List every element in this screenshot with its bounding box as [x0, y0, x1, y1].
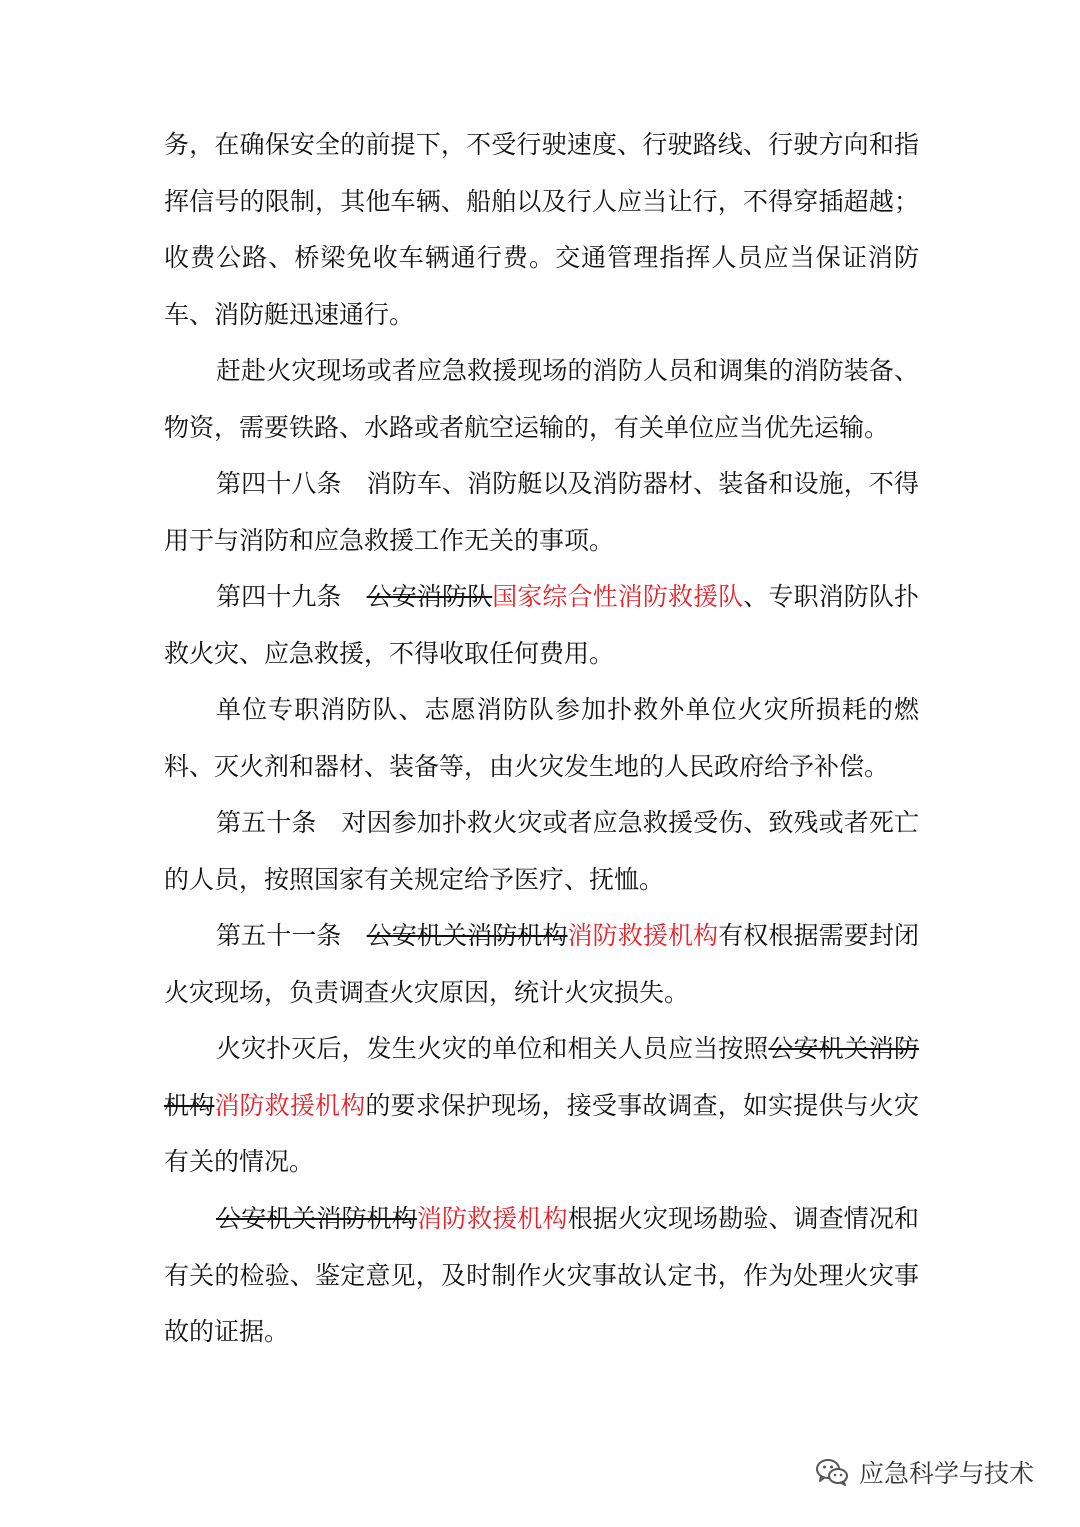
account-name: 应急科学与技术 [859, 1459, 1035, 1488]
run-text: 火灾扑灭后，发生火灾的单位和相关人员应当按照 [216, 1034, 769, 1063]
watermark [815, 1450, 1034, 1494]
deleted-text: 公安机关消防机构 [164, 1034, 919, 1120]
run-text: 、专职消防队扑救火灾、应急救援，不得收取任何费用。 [164, 582, 919, 668]
paragraph-9 [164, 1191, 919, 1361]
paragraph-article-51 [164, 908, 919, 1021]
paragraph-article-50 [164, 795, 919, 908]
run-text: 务，在确保安全的前提下，不受行驶速度、行驶路线、行驶方向和指挥信号的限制，其他车辆、船舶以及行人应当让行，不得穿插超越；收费公路、桥梁免收车辆通行费。交通管理指挥人员应当保证消防车、消防艇迅速通行。 [164, 130, 919, 329]
run-text: 第五十条 对因参加扑救火灾或者应急救援受伤、致残或者死亡的人员，按照国家有关规定给予医疗、抚恤。 [164, 808, 919, 894]
paragraph-article-48 [164, 456, 919, 569]
paragraph-8 [164, 1021, 919, 1191]
inserted-text: 消防救援机构 [214, 1090, 366, 1120]
run-text: 第四十八条 消防车、消防艇以及消防器材、装备和设施，不得用于与消防和应急救援工作无关的事项。 [164, 469, 919, 555]
paragraph-1 [164, 117, 919, 343]
deleted-text: 公安消防队 [366, 582, 493, 611]
paragraph-article-49 [164, 569, 919, 682]
run-text: 第五十一条 [216, 921, 367, 950]
run-text: 有权根据需要封闭火灾现场，负责调查火灾原因，统计火灾损失。 [164, 921, 919, 1007]
inserted-text: 消防救援机构 [416, 1204, 568, 1233]
run-text: 根据火灾现场勘验、调查情况和有关的检验、鉴定意见，及时制作火灾事故认定书，作为处理火灾事故的证据。 [164, 1204, 919, 1346]
wechat-icon [815, 1457, 849, 1487]
run-text: 单位专职消防队、志愿消防队参加扑救外单位火灾所损耗的燃料、灭火剂和器材、装备等，由火灾发生地的人民政府给予补偿。 [164, 695, 919, 781]
deleted-text: 公安机关消防机构 [216, 1204, 417, 1233]
paragraph-2 [164, 343, 919, 456]
inserted-text: 国家综合性消防救援队 [492, 582, 744, 611]
deleted-text: 公安机关消防机构 [366, 921, 568, 950]
run-text: 赶赴火灾现场或者应急救援现场的消防人员和调集的消防装备、物资，需要铁路、水路或者航空运输的，有关单位应当优先运输。 [164, 356, 919, 442]
inserted-text: 消防救援机构 [567, 921, 719, 950]
run-text: 第四十九条 [216, 582, 367, 611]
run-text: 的要求保护现场，接受事故调查，如实提供与火灾有关的情况。 [164, 1090, 919, 1176]
paragraph-5 [164, 682, 919, 795]
